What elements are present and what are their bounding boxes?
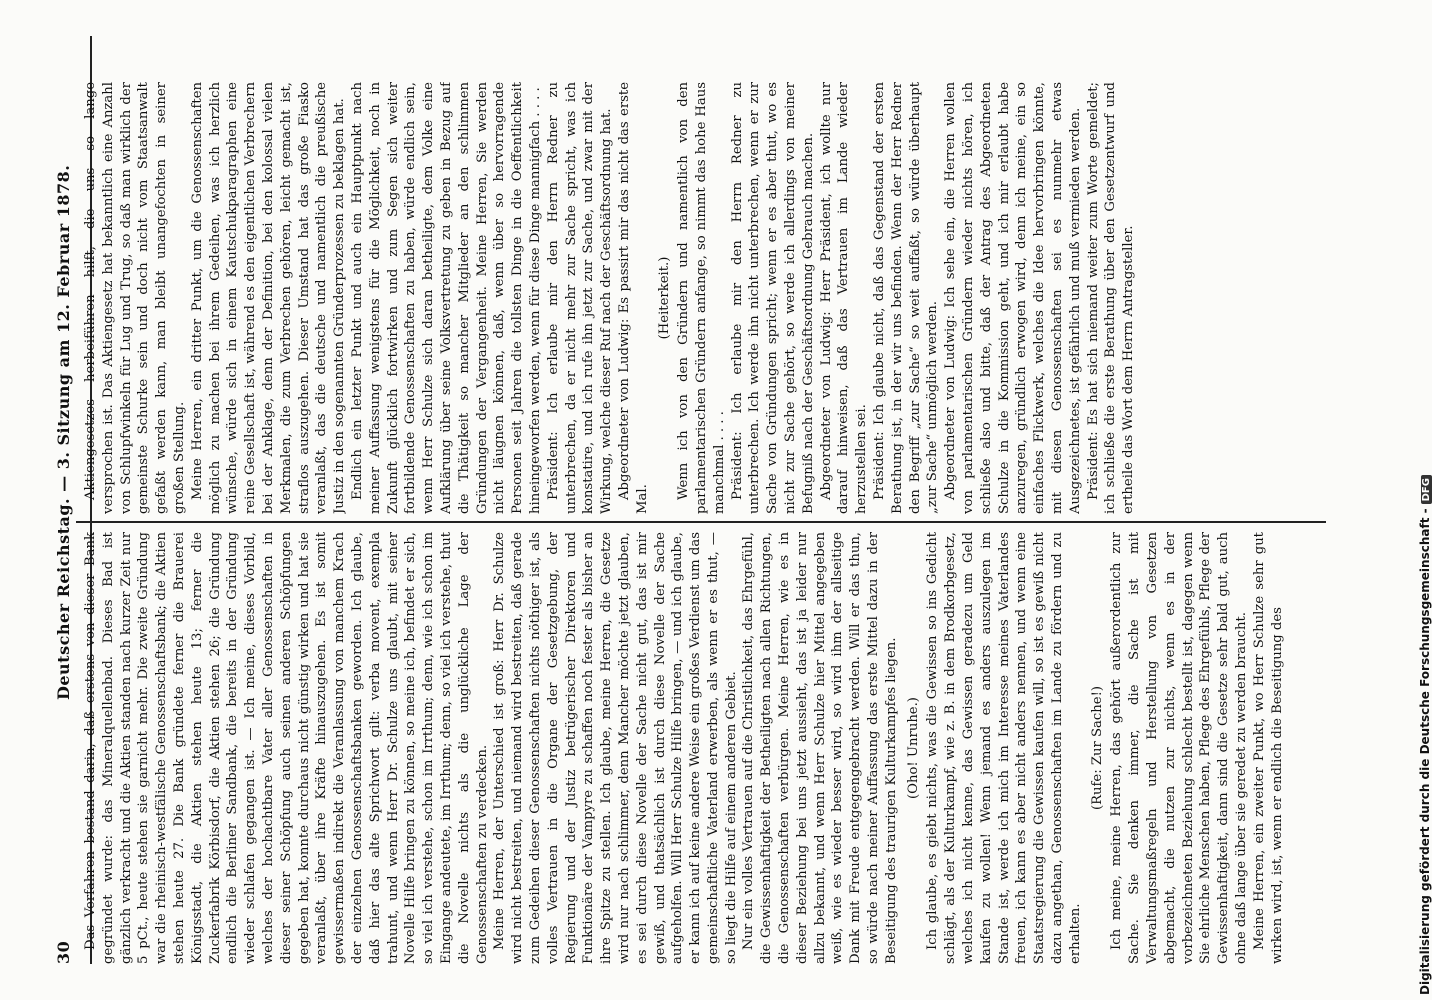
running-head: Deutscher Reichstag. — 3. Sitzung am 12. Februar 1878. [54,164,73,700]
credit-text: Digitalisierung gefördert durch die Deutsche Forschungsgemeinschaft - [1418,508,1432,995]
paragraph: Präsident: Ich erlaube mir den Herrn Redner zu unterbrechen, da er nicht mehr zur Sache spricht, was ich konstatire, und ich rufe ihn jetzt zur Sache, und zwar mit der Wirkung, welche dieser Ruf nach der Geschäftsordnung hat. [545,82,615,514]
paragraph: Aktiengesetzes herbeiführen hilft, die uns so lange versprochen ist. Das Aktiengesetz hat bekanntlich eine Anzahl von Schlupfwinkeln für Lug und Trug, so daß man wirklich der gemeinste Schurke sein und doch nicht vom Staatsanwalt gefaßt werden kann, man bleibt unangefochten in seiner großen Stellung. [83,82,187,514]
left-column [82,532,1322,964]
paragraph: Präsident: Es hat sich niemand weiter zum Worte gemeldet; ich schließe die erste Berathung über den Gesetzentwurf und ertheile das Wort dem Herrn Antragsteller. [1085,82,1137,514]
paragraph: Meine Herren, ein zweiter Punkt, wo Herr Schulze sehr gut wirken wird, ist, wenn er endlich die Beseitigung des [1251,532,1285,964]
paragraph: Wenn ich von den Gründern und namentlich von den parlamentarischen Gründern anfange, so nimmt das hohe Haus manchmal . . . . [676,82,727,514]
paragraph: Abgeordneter von Ludwig: Herr Präsident, ich wollte nur darauf hinweisen, daß das Vertrauen im Lande wieder herzustellen sei. [818,82,870,514]
paragraph: Abgeordneter von Ludwig: Ich sehe ein, die Herren wollen von parlamentarischen Gründern wieder nichts hören, ich schließe also und bitte, daß der Antrag des Abgeordneten Schulze in die Kommission geht, und ich mir erlaubt habe anzuregen, gründlich erwogen wird, denn ich meine, ein so einfaches Flickwerk, welches die Idee hervorbringen könnte, mit diesen Genossenschaften sei es nunmehr etwas Ausgezeichnetes, ist gefährlich und muß vermieden werden. [943,82,1083,514]
paragraph: Präsident: Ich erlaube mir den Herrn Redner zu unterbrechen. Ich werde ihn nicht unterbrechen, wenn er zur Sache von Gründungen spricht; wenn er es aber thut, wo es nicht zur Sache gehört, so werde ich allerdings von meiner Befugniß nach der Geschäftsordnung Gebrauch machen. [729,82,816,514]
paragraph: Endlich ein letzter Punkt und auch ein Hauptpunkt nach meiner Auffassung wenigstens für die Möglichkeit, noch in Zukunft glücklich fortwirken und zum Segen sich weiter fortbildende Genossenschaften zu haben, würde endlich sein, wenn Herr Schulze sich daran betheiligte, dem Volke eine Aufklärung über seine Volksvertretung zu geben in Bezug auf die Thätigkeit so mancher Mitglieder an den schlimmen Gründungen der Vergangenheit. Meine Herren, Sie werden nicht läugnen können, daß, wenn über so hervorragende Personen seit Jahren die tollsten Dinge in die Oeffentlichkeit hineingeworfen werden, wenn für diese Dinge mannigfach . . . . [349,82,543,514]
right-column [82,82,1322,514]
page-header [18,0,78,1000]
interjection: (Oho! Unruhe.) [905,697,921,799]
paragraph: Meine Herren, ein dritter Punkt, um die Genossenschaften möglich zu machen bei ihrem Gedeihen, was ich herzlich wünsche, würde sich in einem Kautschukparagraphen eine reine Gesellschaft ist, während es den eigentlichen Verbrechern bei der Anklage, denn der Definition, bei den kolossal vielen Merkmalen, die zum Verbrechen gehören, leicht gemacht ist, straflos auszugehen. Dieser Umstand hat das große Fiasko veranlaßt, das die deutsche und namentlich die preußische Justiz in den sogenannten Gründerprozessen zu beklagen hat. [189,82,348,514]
interjection: (Heiterkeit.) [656,256,672,340]
paragraph: Das Verfahren bestand darin, daß erstens von dieser Bank gegründet wurde: das Mineralquellenbad. Dieses Bad ist gänzlich verkracht und die Aktien standen nach kurzer Zeit nur 5 pCt., heute stehen sie garnicht mehr. Die zweite Gründung war die rheinisch-westfälische Genossenschaftsbank; die Aktien stehen heute 27. Die Bank gründete ferner die Brauerei Königsstadt, die Aktien stehen heute 13; ferner die Zuckerfabrik Körbisdorf, die Aktien stehen 26; die Gründung endlich die Berliner Sandbank, die bereits in der Gründung wieder schlafen gegangen ist. — Ich meine, dieses Vorbild, welches der hochachtbare Vater aller Genossenschaften in dieser seiner Schöpfung auch seinen anderen Schöpfungen gegeben hat, konnte durchaus nicht günstig wirken und hat sie veranlaßt, über ihre Kräfte hinauszugehen. Es ist somit gewissermaßen indirekt die Veranlassung von manchem Krach der einzelnen Genossenschaftsbanken geworden. Ich glaube, daß hier das alte Sprichwort gilt: verba movent, exempla trahunt, und wenn Herr Dr. Schulze uns glaubt, mit seiner Novelle Hilfe bringen zu können, so meine ich, befindet er sich, so viel ich verstehe, schon im Irrthum; denn, wie ich schon im Eingange andeutete, im Irrthum; denn, so viel ich verstehe, thut die Novelle nichts als die unglückliche Lage der Genossenschaften zu verdecken. [83,532,490,964]
column-divider [76,521,1326,523]
page-number: 30 [54,940,73,964]
paragraph: Präsident: Ich glaube nicht, daß das Gegenstand der ersten Berathung ist, in der wir uns befinden. Wenn der Herr Redner den Begriff „zur Sache“ so weit auffaßt, so würde überhaupt „zur Sache“ unmöglich werden. [872,82,941,514]
interjection: (Rufe: Zur Sache!) [1089,685,1105,811]
paragraph: Ich meine, meine Herren, das gehört außerordentlich zur Sache. Sie denken immer, die Sache ist mit Verwaltungsmaßregeln und Herstellung von Gesetzen abgemacht, die nutzen zur nichts, wenn es in der vorbezeichneten Beziehung schlecht bestellt ist, dagegen wenn Sie ehrliche Menschen haben, Pflege des Ehrgefühls, Pflege der Gewissenhaftigkeit, dann sind die Gesetze sehr bald gut, auch ohne daß lange über sie geredet zu werden braucht. [1109,532,1249,964]
digitization-credit [1418,475,1432,995]
paragraph: Meine Herren, der Unterschied ist groß: Herr Dr. Schulze wird nicht bestreiten, und niemand wird bestreiten, daß gerade zum Gedeihen dieser Genossenschaften nichts nöthiger ist, als volles Vertrauen in die Organe der Gesetzgebung, der Regierung und der Justiz betrügerischer Direktoren und Funktionäre der Vampyre zu schaffen noch fester als bisher an ihre Spitze zu stellen. Ich glaube, meine Herren, die Gesetze wird nur nach schlimmer, denn Mancher möchte jetzt glauben, es sei durch diese Novelle der Sache nicht gut, das ist mir gewiß, und thatsächlich ist durch diese Novelle der Sache aufgeholfen. Will Herr Schulze Hilfe bringen, — und ich glaube, er kann ich auf keine andere Weise ein großes Verdienst um das gemeinschaftliche Vaterland erwerben, als wenn er es thut, — so liegt die Hilfe auf einem anderen Gebiet. [492,532,739,964]
dfg-logo: DFG [1421,475,1432,504]
paragraph: Abgeordneter von Ludwig: Es passirt mir das nicht das erste Mal. [616,82,650,514]
paragraph: Ich glaube, es giebt nichts, was die Gewissen so ins Gedicht schlägt, als der Kulturkampf, wie z. B. in dem Brodkorbgesetz, welches ich nicht kenne, das Gewissen geradezu um Geld kaufen zu wollen! Wenn jemand es anders auszulegen im Stande ist, werde ich mich im Interesse meines Vaterlandes freuen, ich kann es aber nicht anders nennen, und wenn eine Staatsregierung die Gewissen kaufen will, so ist es gewiß nicht dazu angethan, Genossenschaften im Lande zu fördern und zu erhalten. [925,532,1083,964]
paragraph: Nur ein volles Vertrauen auf die Christlichkeit, das Ehrgefühl, die Gewissenhaftigkeit der Betheiligten nach allen Richtungen, die Genossenschaften verbürgen. Meine Herren, wie es in dieser Beziehung bei uns jetzt aussieht, das ist ja leider nur allzu bekannt, und wenn Herr Schulze hier Mittel angegeben weiß, wie es wieder besser wird, so wird ihm der allseitige Dank mit Freude entgegengebracht werden. Will er das thun, so würde nach meiner Auffassung das erste Mittel dazu in der Beseitigung des traurigen Kulturkampfes liegen. [741,532,899,964]
